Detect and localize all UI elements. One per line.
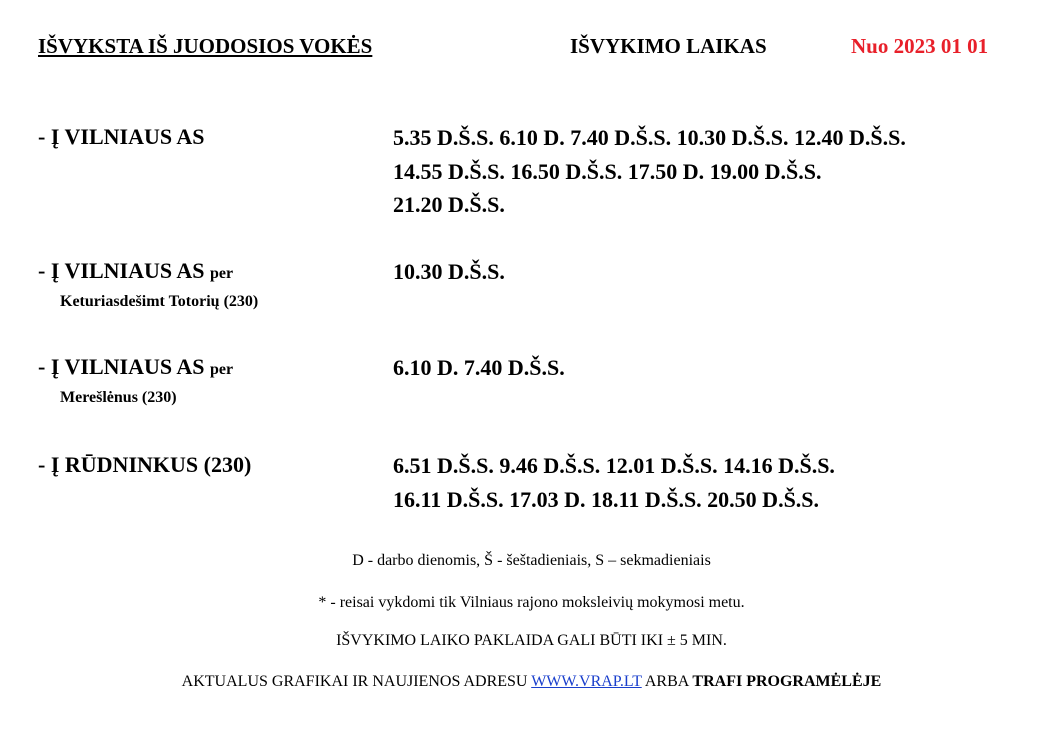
- route-via-stop: Keturiasdešimt Totorių (230): [60, 293, 259, 310]
- school-trips-note: * - reisai vykdomi tik Vilniaus rajono moksleivių mokymosi metu.: [318, 594, 745, 611]
- route-via: per: [209, 361, 234, 378]
- schedule-title: IŠVYKSTA IŠ JUODOSIOS VOKĖS: [38, 34, 373, 58]
- times-line: 6.10 D. 7.40 D.Š.S.: [393, 355, 565, 380]
- route-name-vilnius: - Į VILNIAUS AS: [38, 124, 205, 149]
- route-times-vilnius: [393, 121, 906, 222]
- tolerance-note: IŠVYKIMO LAIKO PAKLAIDA GALI BŪTI IKI ± 5 MIN.: [336, 632, 727, 649]
- trafi-app-label: TRAFI PROGRAMĖLĖJE: [692, 673, 882, 690]
- times-line: 14.55 D.Š.S. 16.50 D.Š.S. 17.50 D. 19.00 D.Š.S.: [393, 158, 822, 184]
- route-via: per: [209, 265, 234, 282]
- route-name-rudninkai: - Į RŪDNINKUS (230): [38, 452, 252, 477]
- times-line: 16.11 D.Š.S. 17.03 D. 18.11 D.Š.S. 20.50 D.Š.S.: [393, 486, 820, 512]
- times-line: 6.51 D.Š.S. 9.46 D.Š.S. 12.01 D.Š.S. 14.16 D.Š.S.: [393, 453, 835, 478]
- times-line: 5.35 D.Š.S. 6.10 D. 7.40 D.Š.S. 10.30 D.Š.S. 12.40 D.Š.S.: [393, 125, 906, 150]
- valid-from-date: Nuo 2023 01 01: [851, 34, 989, 58]
- route-destination: - Į VILNIAUS AS: [38, 354, 205, 379]
- route-times-via-totoriai: [393, 255, 505, 289]
- route-via-stop: Merešlėnus (230): [60, 389, 177, 406]
- route-name-vilnius-via-meresleniai: [38, 354, 233, 380]
- legend-note: D - darbo dienomis, Š - šeštadieniais, S – sekmadieniais: [352, 552, 711, 569]
- website-link[interactable]: WWW.VRAP.LT: [531, 673, 642, 690]
- info-mid: ARBA: [644, 673, 689, 690]
- route-destination: - Į VILNIAUS AS: [38, 258, 205, 283]
- times-line: 10.30 D.Š.S.: [393, 259, 505, 284]
- info-prefix: AKTUALUS GRAFIKAI IR NAUJIENOS ADRESU: [181, 673, 528, 690]
- route-name-vilnius-via-totoriai: [38, 258, 233, 284]
- times-line: 21.20 D.Š.S.: [393, 192, 505, 217]
- departure-time-label: IŠVYKIMO LAIKAS: [570, 34, 767, 58]
- route-times-via-meresleniai: [393, 351, 565, 385]
- info-note: [0, 673, 1063, 691]
- route-times-rudninkai: [393, 449, 835, 516]
